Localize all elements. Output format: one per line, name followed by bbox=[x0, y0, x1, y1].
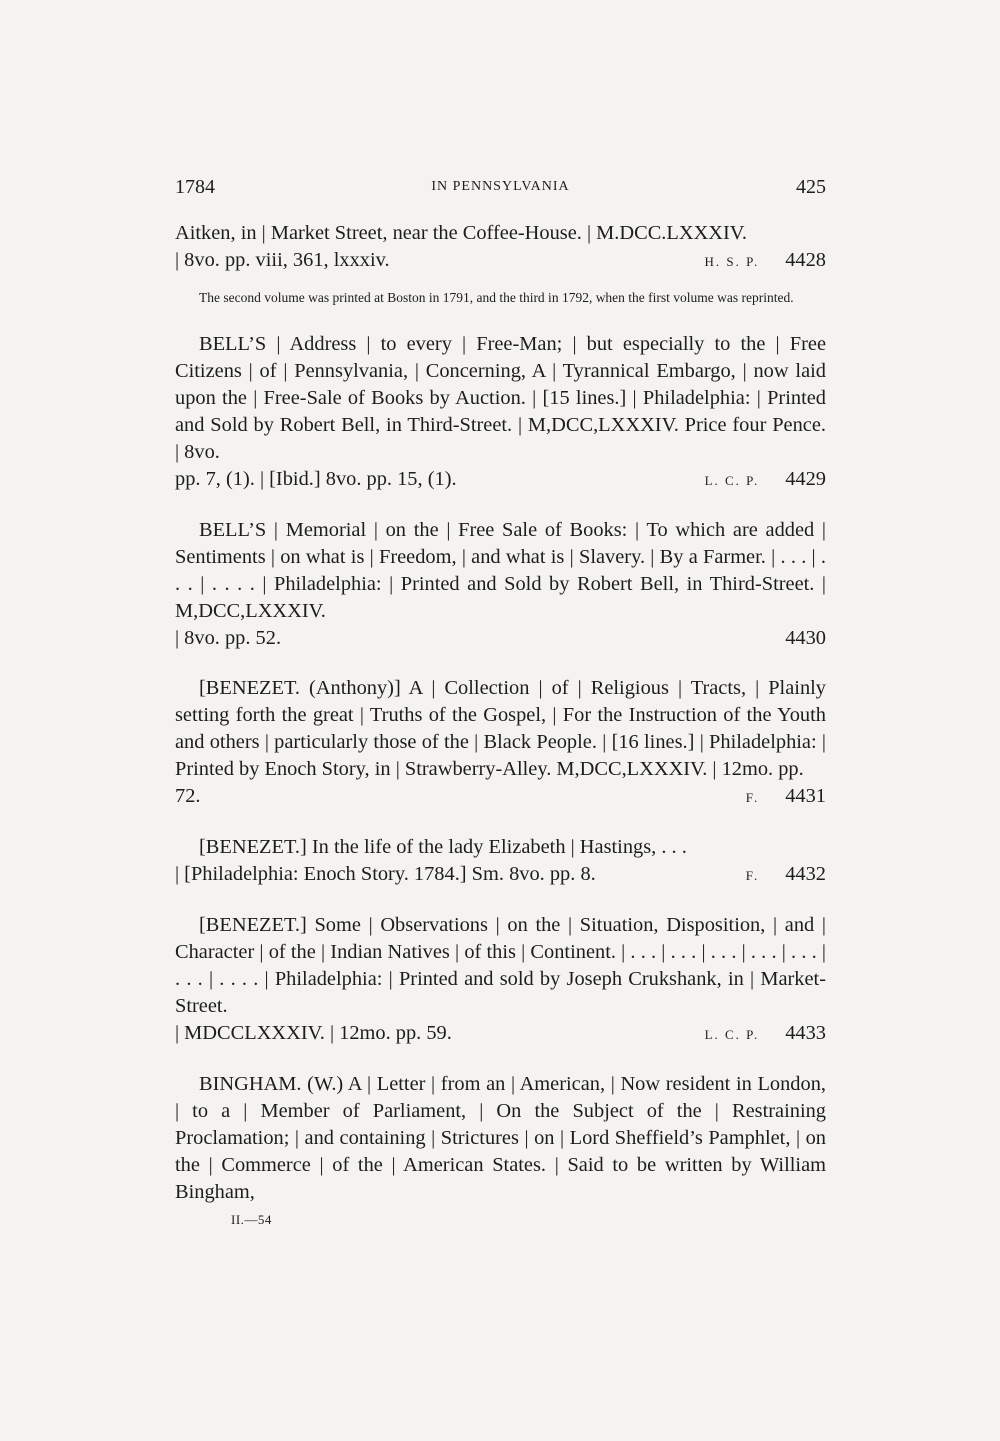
entry-4428-last-line bbox=[175, 247, 826, 275]
entry-4429 bbox=[175, 331, 826, 466]
entry-4432-last-line bbox=[175, 861, 826, 889]
entry-4432-text: [BENEZET.] In the life of the lady Elizabeth | Hastings, . . . bbox=[199, 836, 687, 858]
entry-4432-number: 4432 bbox=[785, 863, 826, 885]
entry-4428-number: 4428 bbox=[785, 249, 826, 271]
entry-4430-text: BELL’S | Memorial | on the | Free Sale of Books: | To which are added | Sentiments | on what is | Freedom, | and what is | Slavery. | By a Farmer. | . . . | . . . | . . . . | Philadelphia: | Printed and Sold by Robert Bell, in Third-Street. | M,DCC,LXXXIV. bbox=[175, 519, 826, 622]
entry-4433-last-line bbox=[175, 1020, 826, 1048]
entry-4432-holders: F. bbox=[745, 868, 760, 883]
entry-4428-text: Aitken, in | Market Street, near the Coffee-House. | M.DCC.LXXXIV. bbox=[175, 222, 748, 244]
entry-4433-holders: L. C. P. bbox=[704, 1027, 760, 1042]
entry-4431-imprint: 72. bbox=[175, 785, 201, 807]
running-head-year: 1784 bbox=[175, 176, 215, 198]
entry-bingham bbox=[175, 1071, 826, 1206]
entry-4433-number: 4433 bbox=[785, 1022, 826, 1044]
entry-4431-number: 4431 bbox=[785, 785, 826, 807]
entry-4429-number: 4429 bbox=[785, 468, 826, 490]
entry-4428-imprint: | 8vo. pp. viii, 361, lxxxiv. bbox=[175, 249, 390, 271]
entry-4428 bbox=[175, 220, 826, 275]
document-page bbox=[175, 170, 826, 1228]
signature-mark: II.—54 bbox=[231, 1212, 272, 1227]
running-head-title: IN PENNSYLVANIA bbox=[431, 179, 570, 194]
entry-4429-text: BELL’S | Address | to every | Free-Man; | but especially to the | Free Citizens | of | Pennsylvania, | Concerning, A | Tyrannical Embargo, | now laid upon the | Free-Sale of Books by Auction. | [15 lines.] | Philadelphia: | Printed and Sold by Robert Bell, in Third-Street. | M,DCC,LXXXIV. Price four Pence. | 8vo. bbox=[175, 333, 826, 463]
entry-4431 bbox=[175, 675, 826, 783]
entry-4430-imprint: | 8vo. pp. 52. bbox=[175, 627, 282, 649]
entry-4431-text: [BENEZET. (Anthony)] A | Collection | of | Religious | Tracts, | Plainly setting forth the great | Truths of the Gospel, | For the Instruction of the Youth and others | particularly those of the | Black People. | [16 lines.] | Philadelphia: | Printed by Enoch Story, in | Strawberry-Alley. M,DCC,LXXXIV. | 12mo. pp. bbox=[175, 677, 826, 780]
entry-4429-last-line bbox=[175, 466, 826, 494]
entry-4428-note: The second volume was printed at Boston in 1791, and the third in 1792, when the first volume was reprinted. bbox=[199, 290, 794, 305]
entry-4430-number: 4430 bbox=[785, 627, 826, 649]
page-number: 425 bbox=[796, 176, 826, 198]
entry-4432-imprint: | [Philadelphia: Enoch Story. 1784.] Sm. 8vo. pp. 8. bbox=[175, 863, 596, 885]
entry-4429-imprint: pp. 7, (1). | [Ibid.] 8vo. pp. 15, (1). bbox=[175, 468, 457, 490]
entry-4429-holders: L. C. P. bbox=[704, 473, 760, 488]
entry-4431-last-line bbox=[175, 783, 826, 811]
entry-4433 bbox=[175, 912, 826, 1020]
entry-4430-last-line bbox=[175, 625, 826, 652]
entry-4430 bbox=[175, 517, 826, 625]
entry-4431-holders: F. bbox=[745, 790, 760, 805]
entry-4428-holders: H. S. P. bbox=[704, 254, 760, 269]
entry-bingham-text: BINGHAM. (W.) A | Letter | from an | American, | Now resident in London, | to a | Member of Parliament, | On the Subject of the | Restraining Proclamation; | and containing | Strictures | on | Lord Sheffield’s Pamphlet, | on the | Commerce | of the | American States. | Said to be written by William Bingham, bbox=[175, 1073, 826, 1203]
entry-4433-imprint: | MDCCLXXXIV. | 12mo. pp. 59. bbox=[175, 1022, 452, 1044]
running-head bbox=[175, 170, 826, 204]
entry-4432 bbox=[175, 834, 826, 861]
entry-4433-text: [BENEZET.] Some | Observations | on the | Situation, Disposition, | and | Character | of the | Indian Natives | of this | Continent. | . . . | . . . | . . . | . . . | . . . | . . . | . . . . | Philadelphia: | Printed and sold by Joseph Crukshank, in | Market-Street. bbox=[175, 914, 826, 1017]
